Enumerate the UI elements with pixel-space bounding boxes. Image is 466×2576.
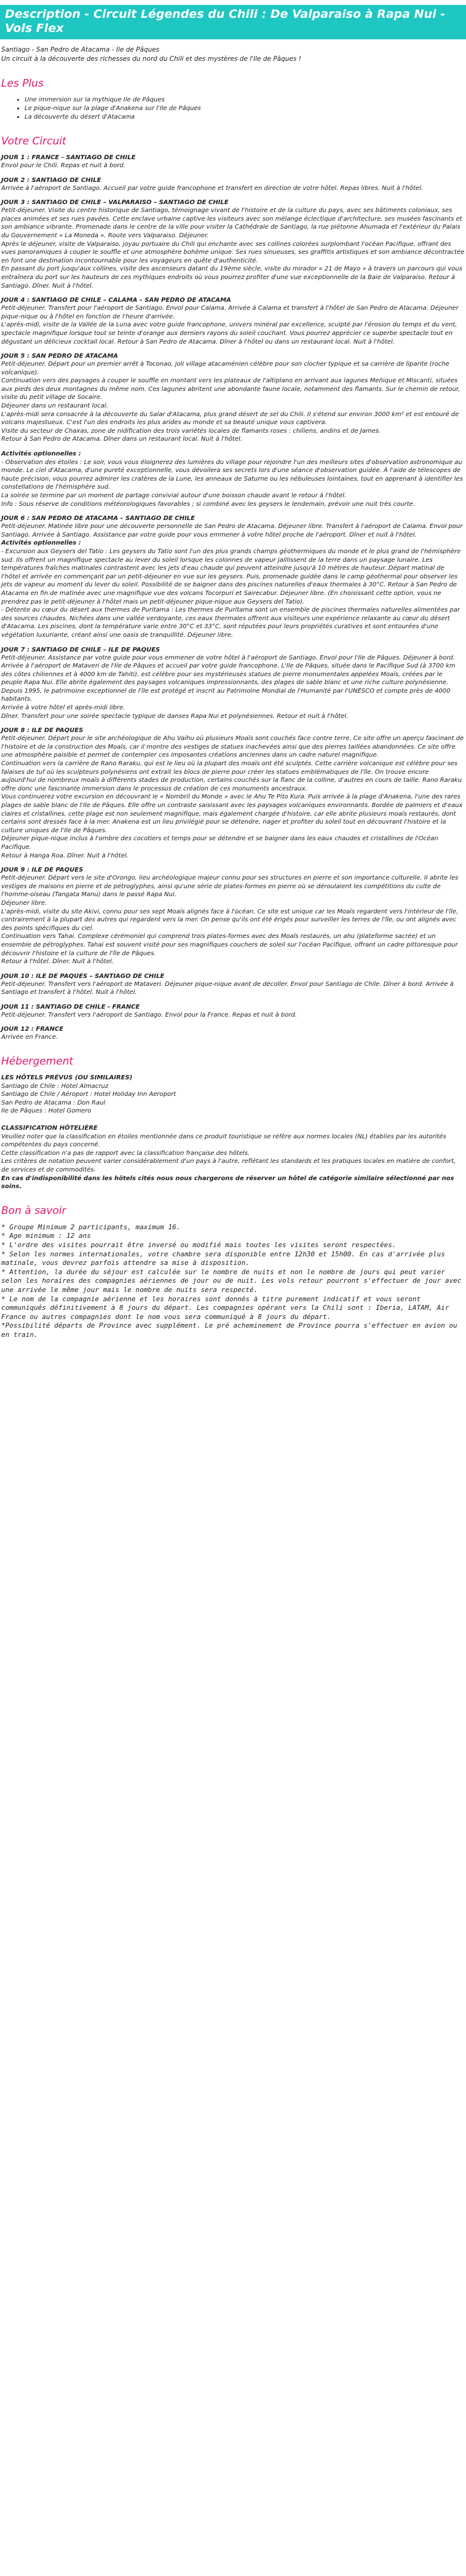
section-title-hebergement: Hébergement (1, 1055, 74, 1068)
bon-a-savoir-item: * Selon les normes internationales, votre chambre sera disponible entre 12h30 et 15h00. En cas d'arrivée plus matinale, vous devrez parfois attendre sa mise à disposition. (1, 1250, 445, 1267)
day-paragraph: Continuation vers Tahai. Complexe cérémoniel qui comprend trois plates-formes avec des Moaïs restaurés, un ahu (plateforme sacrée) et un ensemble de pétroglyphes. Tahai est souvent visité pour ses magnifiques couchers de soleil sur l'océan Pacifique, offrant un cadre pittoresque pour découvrir l'histoire et la culture de l'île de Pâques. (1, 933, 458, 957)
hotels-label: LES HÔTELS PRÉVUS (OU SIMILAIRES) (1, 1074, 133, 1082)
day-title: JOUR 3 : SANTIAGO DE CHILE – VALPARAISO – SANTIAGO DE CHILE (1, 199, 229, 207)
day-paragraph: Petit-déjeuner. Visite du centre historique de Santiago, témoignage vivant de l'histoire et de la culture du pays, avec ses bâtiments coloniaux, ses places animées et ses rues pavées. Cette enclave urbaine captive les visiteurs avec son mélange éclectique d'architecture, ses musées fascinants et son ambiance vibrante. Promenade dans le centre de la ville pour visiter la Cathédrale de Santiago, la rue piétonne Ahumada et l'extérieur du Palais du Gouvernement « La Moneda ». Route vers Valparaiso. Déjeuner. (1, 207, 462, 239)
itinerary-day (0, 514, 466, 639)
day-title: JOUR 7 : SANTIAGO DE CHILE – ILE DE PAQUES (1, 646, 160, 653)
day-description (1, 162, 465, 170)
day-paragraph: - Observation des étoiles : Le soir, vous vous éloignerez des lumières du village pour rejoindre l'un des meilleurs sites d'observation astronomique au monde. Le ciel d'Atacama, d'une pureté exceptionnelle, vous dévoilera ses secrets lors d'une séance d'observation guidée. À l'aide de télescopes de haute précision, vous pourrez admirer les cratères de la Lune, les anneaux de Saturne ou les nébuleuses lointaines, tout en apprenant à identifier les constellations de l'hémisphère sud. (1, 459, 463, 491)
day-paragraph: Vous continuerez votre excursion en découvrant le « Nombril du Monde » avec le Ahu Te Pito Kura. Puis arrivée à la plage d'Anakena, l'une des rares plages de sable blanc de l'Ile de Pâques. Elle offre un contraste saisissant avec les paysages volcaniques environnants. Bordée de palmiers et d'eaux claires et cristallines, cette plage est non seulement magnifique, mais également chargée d'histoire, car elle abrite plusieurs moaïs restaurés, dont certains sont dressés face à la mer. Anakena est un lieu privilégié pour se détendre, nager et profiter du soleil tout en découvrant l'histoire et la culture uniques de l'Ile de Pâques. (1, 794, 463, 834)
bon-a-savoir-item: * Age minimum : 12 ans (1, 1232, 91, 1240)
hotel-item: San Pedro de Atacama : Don Raul (1, 1099, 106, 1106)
itinerary-day (0, 176, 466, 193)
day-description (1, 654, 465, 721)
day-paragraph: - Détente au cœur du désert aux thermes de Puritama : Les thermes de Puritama sont un ensemble de piscines thermales naturelles alimentées par des sources chaudes. Nichées dans une vallée verdoyante, ces eaux thermales offrent aux visiteurs une expérience relaxante au cœur du désert d'Atacama. Les piscines, dont la température varie entre 30°C et 33°C, sont réputées pour leurs propriétés curatives et sont entourées d'une végétation luxuriante, créant ainsi une oasis de tranquillité. Déjeuner libre. (1, 607, 460, 639)
day-paragraph: Retour à San Pedro de Atacama. Dîner dans un restaurant local. Nuit à l'hôtel. (1, 436, 242, 443)
itinerary-day (0, 450, 466, 508)
day-paragraph: Petit-déjeuner. Matinée libre pour une découverte personnelle de San Pedro de Atacama. Déjeuner libre. Transfert à l'aéroport de Calama. Envol pour Santiago. Arrivée à Santiago. Assistance par votre guide pour vous emmener à votre hôtel proche de l'aéroport. Dîner et nuit à l'hôtel. (1, 523, 463, 538)
section-title-bon-a-savoir: Bon à savoir (1, 1204, 66, 1217)
day-paragraph: Envol pour le Chili. Repas et nuit à bord. (1, 162, 126, 169)
itinerary-day (0, 1003, 466, 1020)
day-description (1, 522, 465, 639)
day-title: JOUR 4 : SANTIAGO DE CHILE – CALAMA – SAN PEDRO DE ATACAMA (1, 297, 231, 304)
day-title: JOUR 10 : ILE DE PAQUES – SANTIAGO DE CHILE (1, 972, 165, 980)
day-description (1, 304, 465, 346)
day-paragraph: Petit-déjeuner. Transfert pour l'aéroport de Santiago. Envol pour Calama. Arrivée à Calama et transfert à l'hôtel de San Pedro de Atacama. Déjeuner pique-nique ou à l'hôtel en fonction de l'heure d'arrivée. (1, 305, 459, 320)
classification-highlight: En cas d'indisponibilité dans les hôtels cités nous nous chargerons de réserver un hôtel de catégorie similaire sélectionné par nos soins. (1, 1175, 454, 1191)
day-description (1, 1011, 465, 1020)
plus-list (0, 96, 466, 122)
day-paragraph: Déjeuner libre. (1, 899, 47, 907)
title-banner (0, 5, 466, 39)
itinerary (0, 154, 466, 1042)
day-paragraph: L'après-midi sera consacrée à la découverte du Salar d'Atacama, plus grand désert de sel du Chili. Il s'étend sur environ 3000 km² et est entouré de volcans majestueux. C'est l'un des endroits les plus arides au monde et sa beauté unique vous captivera. (1, 411, 459, 427)
day-paragraph: Arrivée en France. (1, 1034, 58, 1041)
day-description (1, 360, 465, 444)
day-description (1, 980, 465, 997)
day-paragraph: - Excursion aux Geysers del Tatio : Les geysers du Tatio sont l'un des plus grands champs géothermiques du monde et le plus grand de l'hémisphère sud. Ils offrent un magnifique spectacle au lever du soleil lorsque les colonnes de vapeur jaillissent de la terre dans un paysage lunaire. Les températures fraîches matinales contrastent avec les jets d'eau chaude qui peuvent atteindre jusqu'à 10 mètres de hauteur. Départ matinal de l'hôtel et arrivée en commençant par un petit-déjeuner en vue sur les geysers. Puis, promenade guidée dans le camp géothermal pour observer les jets de vapeur au moment du lever du soleil. Possibilité de se baigner dans des piscines naturelles d'eaux thermales à 30°C. Retour à San Pedro de Atacama en fin de matinée avec une magnifique vue des volcans Tocorpuri et Sairecabur. Déjeuner libre. (En choisissant cette option, vous ne prendrez pas le petit-déjeuner à l'hôtel mais un petit-déjeuner pique-nique aux Geysers del Tatio). (1, 548, 461, 605)
day-description (1, 874, 465, 966)
bon-a-savoir-item: *Possibilité départs de Province avec supplément. Le pré acheminement de Province pourra s'effectuer en avion ou en train. (1, 1321, 457, 1339)
plus-item: • Une immersion sur la mythique Ile de Pâques (25, 96, 466, 104)
classification-text: Cette classification n'a pas de rapport avec la classification française des hôtels. (1, 1149, 250, 1157)
classification-text: Les critères de notation peuvent varier considérablement d'un pays à l'autre, reflétant les standards et les pratiques locales en matière de confort, de services et de commodités. (1, 1158, 456, 1173)
day-paragraph: Petit-déjeuner. Transfert vers l'aéroport de Santiago. Envol pour la France. Repas et nuit à bord. (1, 1011, 297, 1018)
day-paragraph: Petit-déjeuner. Départ vers le site d'Orongo, lieu archéologique majeur connu pour ses structures en pierre et son importance culturelle. Il abrite les vestiges de maisons en pierre et de pétroglyphes, ainsi qu'une série de plates-formes en pierre où se déroulaient les compétitions du culte de l'homme-oiseau (Tangata Manu) dans le passé Rapa Nui. (1, 875, 459, 899)
itinerary-day (0, 646, 466, 721)
hotel-item: Santiago de Chile : Hotel Almacruz (1, 1082, 109, 1090)
day-paragraph: Déjeuner dans un restaurant local. (1, 403, 108, 410)
itinerary-day (0, 199, 466, 290)
day-paragraph: Depuis 1995, le patrimoine exceptionnel de l'île est protégé et inscrit au Patrimoine Mondial de l'Humanité par l'UNESCO et compte près de 4000 habitants. (1, 687, 451, 703)
day-description (1, 735, 465, 860)
classification-text: Veuillez noter que la classification en étoiles mentionnée dans ce produit touristique se réfère aux normes locales (NL) établies par les autorités compétentes du pays concerné. (1, 1133, 446, 1149)
itinerary-day (0, 296, 466, 346)
hebergement-section (0, 1074, 466, 1191)
itinerary-day (0, 727, 466, 860)
day-paragraph: Visite du secteur de Chaxas, zone de nidification des trois variétés locales de flamants roses : chiliens, andins et de James. (1, 427, 381, 435)
itinerary-day (0, 866, 466, 966)
day-paragraph: Après le déjeuner, visite de Valparaiso, joyau portuaire du Chili qui enchante avec ses collines colorées surplombant l'océan Pacifique, offrant des vues panoramiques à couper le souffle et une atmosphère bohème unique. Ses rues sinueuses, ses graffitis artistiques et son ambiance décontractée en font une destination incontournable pour les voyageurs en quête d'authenticité. (1, 240, 465, 264)
itinerary-day (0, 154, 466, 170)
page-title: Description - Circuit Légendes du Chili : De Valparaiso à Rapa Nui - Vols Flex (5, 7, 446, 35)
day-paragraph: Déjeuner pique-nique inclus à l'ombre des cocotiers et temps pour se détendre et se baigner dans les eaux chaudes et cristallines de l'Océan Pacifique. (1, 835, 438, 851)
day-title: JOUR 11 : SANTIAGO DE CHILE - FRANCE (1, 1003, 140, 1010)
day-paragraph: Info : Sous réserve de conditions météorologiques favorables ; si combiné avec les geysers le lendemain, prévoir une nuit très courte. (1, 500, 416, 508)
day-title: JOUR 9 : ILE DE PAQUES (1, 867, 84, 874)
plus-item: • La découverte du désert d'Atacama (25, 113, 466, 122)
bon-a-savoir-item: * Attention, la durée du séjour est calculée sur le nombre de nuits et non le nombre de jours qui peut varier selon les horaires des compagnies aériennes de jour ou de nuit. Les vols retour pourront s'effectuer de jour avec une arrivée le même jour mais le nombre de nuits sera respecté. (1, 1267, 462, 1294)
intro-summary: Un circuit à la découverte des richesses du nord du Chili et des mystères de l'Ile de Pâques ! (1, 55, 301, 63)
day-paragraph: Continuation vers des paysages à couper le souffle en montant vers les plateaux de l'altiplano en arrivant aux lagunes Meñique et Miscanti, situées aux pieds des deux montagnes du même nom. Ces lagunes abritent une abondante faune locale, notamment des flamants. Sur le chemin de retour, visite du petit village de Socaire. (1, 377, 460, 401)
bon-a-savoir-item: * Groupe Minimum 2 participants, maximum 16. (1, 1223, 181, 1231)
bon-a-savoir-item: * Le nom de la compagnie aérienne et les horaires sont donnés à titre purement indicatif et vous seront communiqués définitivement à 8 jours du départ. Les compagnies opérant vers la Chili sont : Iberia, LATAM, Air France ou autres compagnies dont le nom vous sera communiqué à 8 jours du départ. (1, 1294, 449, 1321)
day-paragraph: L'après-midi, visite de la Vallée de la Luna avec votre guide francophone, univers minéral par excellence, sculpté par l'érosion du temps et du vent, spectacle magnifique lorsque tout se teinte d'orange aux derniers rayons du soleil couchant. Vous pourrez apprécier ce superbe spectacle tout en dégustant un délicieux cocktail local. Retour à San Pedro de Atacama. Dîner à l'hôtel ou dans un restaurant local. Nuit à l'hôtel. (1, 321, 457, 345)
day-description (1, 450, 465, 508)
hotel-item: Ile de Pâques : Hotel Gomero (1, 1108, 92, 1115)
section-title-circuit: Votre Circuit (1, 135, 66, 148)
day-paragraph: Retour à l'hôtel. Dîner. Nuit à l'hôtel. (1, 958, 114, 966)
itinerary-day (0, 972, 466, 997)
day-title: JOUR 12 : FRANCE (1, 1026, 64, 1033)
plus-item: • Le pique-nique sur la plage d'Anakena sur l'Ile de Pâques (25, 104, 466, 113)
day-paragraph: Arrivée à votre hôtel et après-midi libre. (1, 704, 125, 712)
day-paragraph: Retour à Hanga Roa. Dîner. Nuit à l'hôtel. (1, 852, 128, 859)
day-title: JOUR 5 : SAN PEDRO DE ATACAMA (1, 353, 119, 360)
day-paragraph: Petit-déjeuner. Départ pour un premier arrêt à Toconao, joli village atacaménien célèbre pour son clocher typique et sa carrière de liparite (roche volcanique). (1, 361, 449, 376)
hotel-item: Santiago de Chile / Aéroport : Hotel Holiday Inn Aeroport (1, 1091, 176, 1098)
intro-route: Santiago - San Pedro de Atacama - Ile de Pâques (1, 46, 160, 53)
day-title: JOUR 6 : SAN PEDRO DE ATACAMA – SANTIAGO DE CHILE (1, 515, 195, 522)
optional-activities-label: Activités optionnelles : (1, 451, 81, 458)
day-title: JOUR 1 : FRANCE - SANTIAGO DE CHILE (1, 154, 136, 161)
day-paragraph: Petit-déjeuner. Départ pour le site archéologique de Ahu Vaihu où plusieurs Moaïs sont couchés face contre terre. Ce site offre un aperçu fascinant de l'histoire et de la construction des Moaïs, car il montre des vestiges de statues inachevées ainsi que des pierres taillées abandonnées. Ce site offre une atmosphère paisible et permet de contempler ces imposantes créations anciennes dans un cadre naturel magnifique. (1, 735, 464, 759)
day-paragraph: Continuation vers la carrière de Rano Raraku, qui est le lieu où la plupart des moaïs ont été sculptés. Cette carrière volcanique est célèbre pour ses falaises de tuf où les sculpteurs polynésiens ont extrait les blocs de pierre pour créer les statues emblématiques de l'île. On trouve encore aujourd'hui de nombreux moaïs à différents stades de production, certains couchés sur la flanc de la colline, d'autres en cours de taille. Rano Raraku offre donc une fascinante immersion dans le processus de création de ces monuments ancestraux. (1, 760, 462, 792)
day-title: JOUR 2 : SANTIAGO DE CHILE (1, 176, 101, 184)
day-paragraph: L'après-midi, visite du site Akivi, connu pour ses sept Moaïs alignés face à l'océan. Ce site est unique car les Moaïs regardent vers l'intérieur de l'île, contrairement à la plupart des autres qui regardent vers la mer. On pense qu'ils ont été érigés pour surveiller les terres de l'île, ou ont alignés avec des points spécifiques du ciel. (1, 908, 459, 932)
itinerary-day (0, 1025, 466, 1042)
bon-a-savoir-section (0, 1223, 466, 1340)
classification-label: CLASSIFICATION HÔTELIÈRE (1, 1125, 98, 1132)
optional-activities-label: Activités optionnelles : (1, 540, 81, 547)
day-paragraph: Dîner. Transfert pour une soirée spectacle typique de danses Rapa Nui et polynésiennes. Retour et nuit à l'hôtel. (1, 712, 349, 720)
day-description (1, 184, 465, 193)
intro (0, 45, 466, 64)
day-paragraph: Arrivée à l'aéroport de Santiago. Accueil par votre guide francophone et transfert en direction de votre hôtel. Repas libres. Nuit à l'hôtel. (1, 184, 424, 192)
bon-a-savoir-item: * L'ordre des visites pourrait être inversé ou modifié mais toutes les visites seront respectées. (1, 1240, 397, 1249)
day-title: JOUR 8 : ILE DE PAQUES (1, 727, 84, 735)
day-paragraph: Petit-déjeuner. Assistance par votre guide pour vous emmener de votre hôtel à l'aéroport de Santiago. Envol pour l'Ile de Pâques. Déjeuner à bord. Arrivée à l'aéroport de Mataveri de l'Ile de Pâques et accueil par votre guide francophone. L'Ile de Pâques, située dans le Pacifique Sud (à 3700 km des côtes chiliennes et à 4000 km de Tahiti), est célèbre pour ses mystérieuses statues de pierre monumentales appelées Moaïs, créées par le peuple Rapa Nui. Elle abrite également des paysages volcaniques impressionnants, des plages de sable blanc et une riche culture polynésienne. (1, 654, 456, 687)
day-paragraph: En passant du port jusqu'aux collines, visite des ascenseurs datant du 19ème siècle, visite du mirador « 21 de Mayo » à travers un parcours qui vous entraînera du port sur les hauteurs de ces mythiques endroits où vous pourrez profiter d'une vue exceptionnelle de la Baie de Valparaiso. Retour à Santiago. Dîner. Nuit à l'hôtel. (1, 266, 462, 290)
day-description (1, 1033, 465, 1042)
itinerary-day (0, 352, 466, 444)
day-paragraph: La soirée se termine par un moment de partage convivial autour d'une boisson chaude avant le retour à l'hôtel. (1, 492, 347, 499)
day-description (1, 207, 465, 290)
day-paragraph: Petit-déjeuner. Transfert vers l'aéroport de Mataveri. Déjeuner pique-nique avant de décoller. Envol pour Santiago de Chile. Dîner à bord. Arrivée à Santiago et transfert à l'hôtel. Nuit à l'hôtel. (1, 980, 454, 996)
section-title-plus: Les Plus (1, 77, 44, 90)
